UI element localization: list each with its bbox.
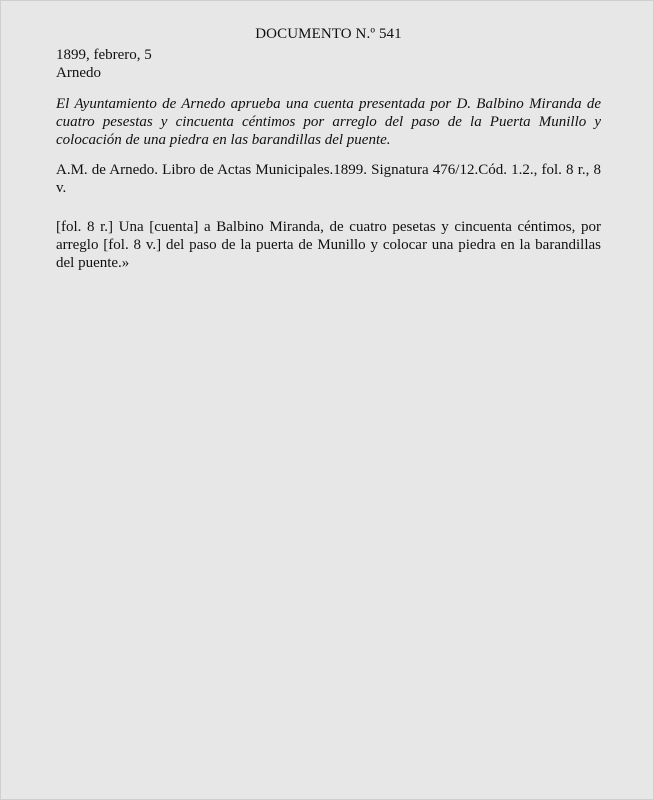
document-content bbox=[56, 25, 601, 272]
document-transcription: [fol. 8 r.] Una [cuenta] a Balbino Miranda, de cuatro pesetas y cincuenta céntimos, por arreglo [fol. 8 v.] del paso de la puerta de Munillo y colocar una piedra en la barandillas del puente.» bbox=[56, 219, 601, 271]
document-source: A.M. de Arnedo. Libro de Actas Municipales.1899. Signatura 476/12.Cód. 1.2., fol. 8 r., 8 v. bbox=[56, 162, 601, 196]
document-date: 1899, febrero, 5 bbox=[56, 47, 152, 63]
document-summary: El Ayuntamiento de Arnedo aprueba una cuenta presentada por D. Balbino Miranda de cuatro pesestas y cincuenta céntimos por arreglo del paso de la Puerta Munillo y colocación de una piedra en las barandillas del puente. bbox=[56, 96, 601, 148]
document-place: Arnedo bbox=[56, 65, 101, 81]
document-title: DOCUMENTO N.º 541 bbox=[255, 26, 402, 42]
